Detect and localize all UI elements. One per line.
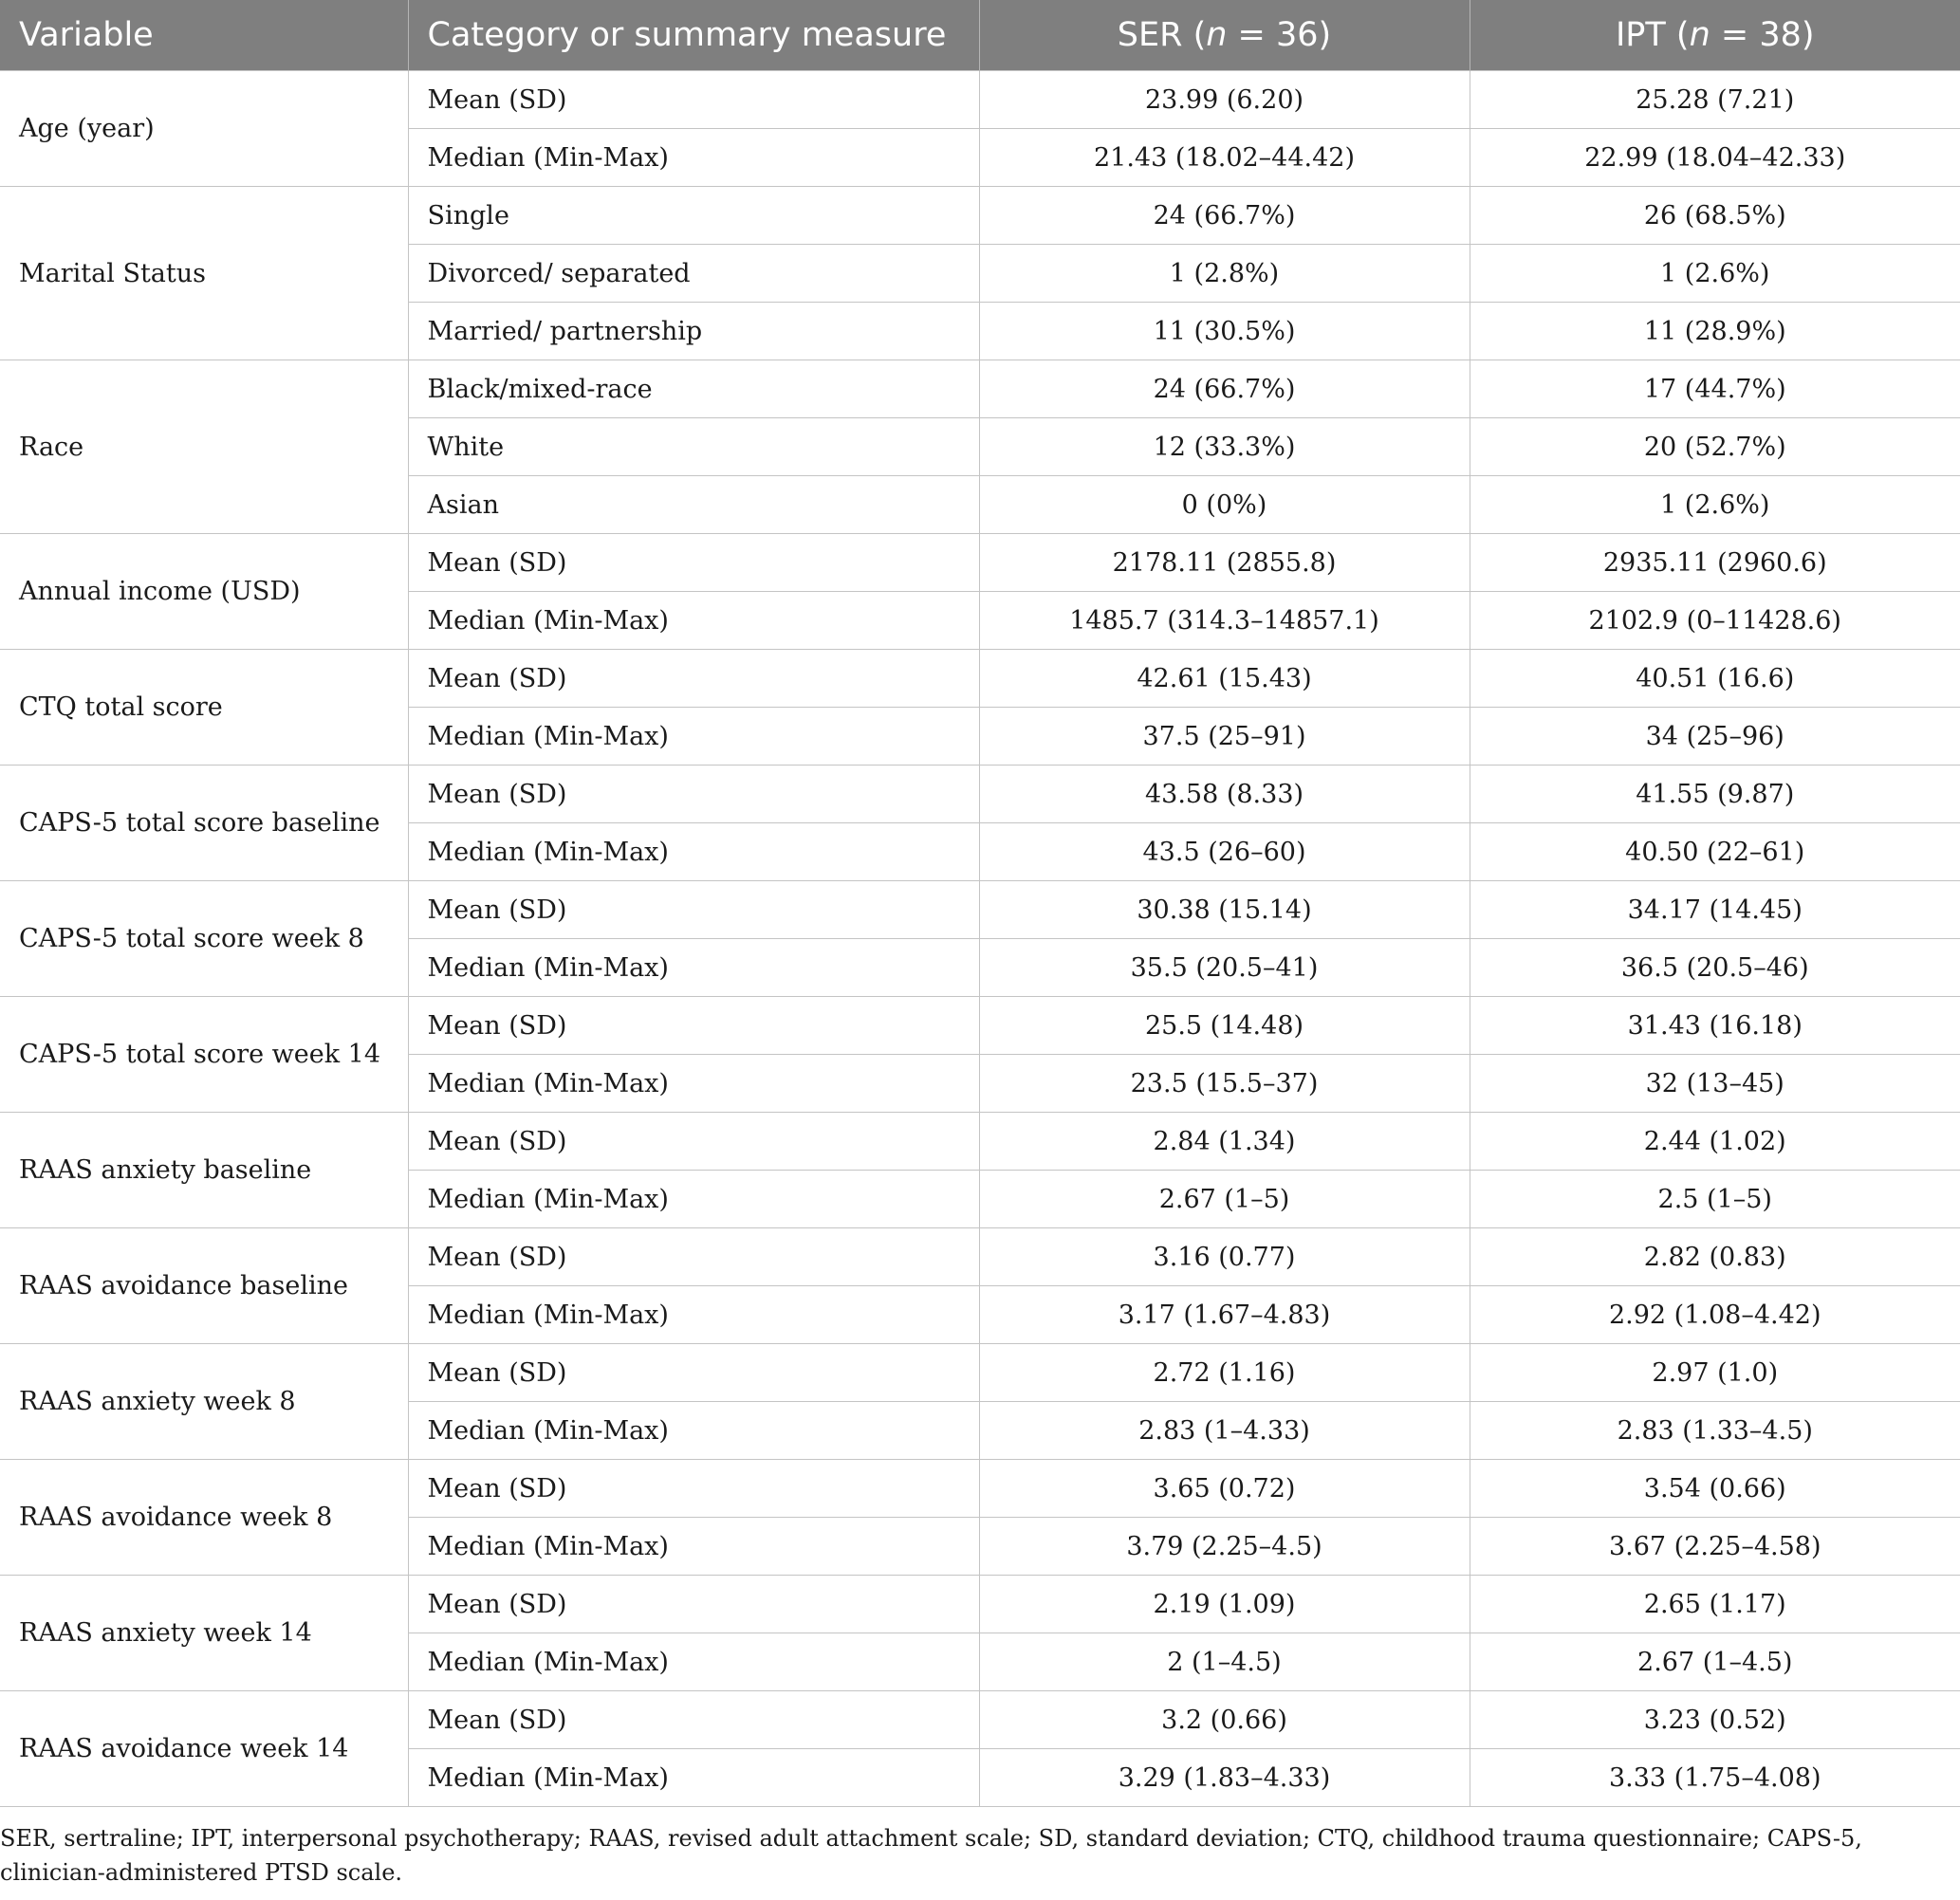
ser-value-cell: 2 (1–4.5)	[979, 1633, 1470, 1691]
ser-value-cell: 2.72 (1.16)	[979, 1344, 1470, 1402]
ser-value-cell: 1485.7 (314.3–14857.1)	[979, 592, 1470, 650]
measure-cell: Mean (SD)	[408, 1344, 979, 1402]
header-variable: Variable	[0, 0, 408, 71]
variable-cell: RAAS avoidance baseline	[0, 1228, 408, 1344]
variable-cell: RAAS avoidance week 14	[0, 1691, 408, 1807]
ser-value-cell: 12 (33.3%)	[979, 418, 1470, 476]
ser-value-cell: 3.2 (0.66)	[979, 1691, 1470, 1749]
header-category: Category or summary measure	[408, 0, 979, 71]
header-ipt: IPT (n = 38)	[1470, 0, 1960, 71]
ipt-value-cell: 34.17 (14.45)	[1470, 881, 1960, 939]
measure-cell: Asian	[408, 476, 979, 534]
ipt-value-cell: 34 (25–96)	[1470, 708, 1960, 766]
measure-cell: Mean (SD)	[408, 997, 979, 1055]
ser-value-cell: 23.5 (15.5–37)	[979, 1055, 1470, 1113]
measure-cell: Median (Min-Max)	[408, 823, 979, 881]
ipt-value-cell: 20 (52.7%)	[1470, 418, 1960, 476]
table-row	[0, 997, 1960, 1055]
ser-value-cell: 2178.11 (2855.8)	[979, 534, 1470, 592]
table-row	[0, 1576, 1960, 1633]
ser-value-cell: 35.5 (20.5–41)	[979, 939, 1470, 997]
table-row	[0, 71, 1960, 129]
measure-cell: Median (Min-Max)	[408, 1171, 979, 1228]
table-row	[0, 1460, 1960, 1518]
ser-value-cell: 43.5 (26–60)	[979, 823, 1470, 881]
ipt-value-cell: 22.99 (18.04–42.33)	[1470, 129, 1960, 187]
ipt-value-cell: 3.23 (0.52)	[1470, 1691, 1960, 1749]
ser-value-cell: 30.38 (15.14)	[979, 881, 1470, 939]
variable-cell: RAAS avoidance week 8	[0, 1460, 408, 1576]
ipt-value-cell: 2.5 (1–5)	[1470, 1171, 1960, 1228]
table-footnote: SER, sertraline; IPT, interpersonal psychotherapy; RAAS, revised adult attachment scale; SD, standard deviation; CTQ, childhood trauma questionnaire; CAPS-5, clinician-administered PTSD scale.	[0, 1825, 1862, 1886]
measure-cell: Divorced/ separated	[408, 245, 979, 303]
ipt-value-cell: 2.82 (0.83)	[1470, 1228, 1960, 1286]
measure-cell: Median (Min-Max)	[408, 1633, 979, 1691]
measure-cell: Single	[408, 187, 979, 245]
measure-cell: Median (Min-Max)	[408, 1518, 979, 1576]
variable-cell: Marital Status	[0, 187, 408, 360]
ser-value-cell: 25.5 (14.48)	[979, 997, 1470, 1055]
measure-cell: Median (Min-Max)	[408, 129, 979, 187]
table-row	[0, 1344, 1960, 1402]
ipt-value-cell: 3.54 (0.66)	[1470, 1460, 1960, 1518]
ser-value-cell: 42.61 (15.43)	[979, 650, 1470, 708]
ipt-value-cell: 32 (13–45)	[1470, 1055, 1960, 1113]
measure-cell: Mean (SD)	[408, 766, 979, 823]
table-row	[0, 650, 1960, 708]
ser-value-cell: 2.84 (1.34)	[979, 1113, 1470, 1171]
ser-value-cell: 3.79 (2.25–4.5)	[979, 1518, 1470, 1576]
ipt-value-cell: 26 (68.5%)	[1470, 187, 1960, 245]
header-ser: SER (n = 36)	[979, 0, 1470, 71]
ipt-value-cell: 3.33 (1.75–4.08)	[1470, 1749, 1960, 1807]
table-row	[0, 881, 1960, 939]
measure-cell: Median (Min-Max)	[408, 592, 979, 650]
measure-cell: Mean (SD)	[408, 650, 979, 708]
measure-cell: Mean (SD)	[408, 1460, 979, 1518]
table-row	[0, 766, 1960, 823]
variable-cell: RAAS anxiety week 8	[0, 1344, 408, 1460]
variable-cell: CAPS-5 total score baseline	[0, 766, 408, 881]
measure-cell: Median (Min-Max)	[408, 708, 979, 766]
ipt-value-cell: 2.97 (1.0)	[1470, 1344, 1960, 1402]
ipt-value-cell: 2.92 (1.08–4.42)	[1470, 1286, 1960, 1344]
table-row	[0, 534, 1960, 592]
ser-value-cell: 3.16 (0.77)	[979, 1228, 1470, 1286]
measure-cell: Black/mixed-race	[408, 360, 979, 418]
ser-value-cell: 0 (0%)	[979, 476, 1470, 534]
measure-cell: Mean (SD)	[408, 534, 979, 592]
variable-cell: CTQ total score	[0, 650, 408, 766]
measure-cell: Median (Min-Max)	[408, 1286, 979, 1344]
ser-value-cell: 24 (66.7%)	[979, 187, 1470, 245]
variable-cell: CAPS-5 total score week 8	[0, 881, 408, 997]
ser-value-cell: 3.65 (0.72)	[979, 1460, 1470, 1518]
measure-cell: Mean (SD)	[408, 1576, 979, 1633]
measure-cell: Mean (SD)	[408, 1113, 979, 1171]
ser-value-cell: 11 (30.5%)	[979, 303, 1470, 360]
ser-value-cell: 24 (66.7%)	[979, 360, 1470, 418]
measure-cell: Mean (SD)	[408, 881, 979, 939]
ipt-value-cell: 17 (44.7%)	[1470, 360, 1960, 418]
measure-cell: Mean (SD)	[408, 1691, 979, 1749]
table-row	[0, 360, 1960, 418]
ipt-value-cell: 2.65 (1.17)	[1470, 1576, 1960, 1633]
variable-cell: Race	[0, 360, 408, 534]
ser-value-cell: 3.17 (1.67–4.83)	[979, 1286, 1470, 1344]
ipt-value-cell: 11 (28.9%)	[1470, 303, 1960, 360]
table-header	[0, 0, 1960, 71]
measure-cell: Median (Min-Max)	[408, 939, 979, 997]
measure-cell: Married/ partnership	[408, 303, 979, 360]
measure-cell: Median (Min-Max)	[408, 1055, 979, 1113]
ipt-value-cell: 1 (2.6%)	[1470, 245, 1960, 303]
ser-value-cell: 43.58 (8.33)	[979, 766, 1470, 823]
measure-cell: Mean (SD)	[408, 71, 979, 129]
ipt-value-cell: 31.43 (16.18)	[1470, 997, 1960, 1055]
ser-value-cell: 2.19 (1.09)	[979, 1576, 1470, 1633]
ipt-value-cell: 2935.11 (2960.6)	[1470, 534, 1960, 592]
ipt-value-cell: 2102.9 (0–11428.6)	[1470, 592, 1960, 650]
ser-value-cell: 2.83 (1–4.33)	[979, 1402, 1470, 1460]
variable-cell: RAAS anxiety baseline	[0, 1113, 408, 1228]
ipt-value-cell: 40.50 (22–61)	[1470, 823, 1960, 881]
ipt-value-cell: 3.67 (2.25–4.58)	[1470, 1518, 1960, 1576]
ipt-value-cell: 36.5 (20.5–46)	[1470, 939, 1960, 997]
table-row	[0, 1691, 1960, 1749]
measure-cell: Mean (SD)	[408, 1228, 979, 1286]
measure-cell: Median (Min-Max)	[408, 1749, 979, 1807]
ipt-value-cell: 25.28 (7.21)	[1470, 71, 1960, 129]
measure-cell: White	[408, 418, 979, 476]
ser-value-cell: 2.67 (1–5)	[979, 1171, 1470, 1228]
table-row	[0, 1113, 1960, 1171]
ipt-value-cell: 40.51 (16.6)	[1470, 650, 1960, 708]
table-row	[0, 1228, 1960, 1286]
ipt-value-cell: 2.83 (1.33–4.5)	[1470, 1402, 1960, 1460]
ser-value-cell: 1 (2.8%)	[979, 245, 1470, 303]
ser-value-cell: 21.43 (18.02–44.42)	[979, 129, 1470, 187]
ser-value-cell: 37.5 (25–91)	[979, 708, 1470, 766]
ipt-value-cell: 2.67 (1–4.5)	[1470, 1633, 1960, 1691]
ipt-value-cell: 41.55 (9.87)	[1470, 766, 1960, 823]
ser-value-cell: 23.99 (6.20)	[979, 71, 1470, 129]
measure-cell: Median (Min-Max)	[408, 1402, 979, 1460]
variable-cell: Annual income (USD)	[0, 534, 408, 650]
table-body	[0, 71, 1960, 1807]
variable-cell: RAAS anxiety week 14	[0, 1576, 408, 1691]
ipt-value-cell: 2.44 (1.02)	[1470, 1113, 1960, 1171]
table-row	[0, 187, 1960, 245]
variable-cell: CAPS-5 total score week 14	[0, 997, 408, 1113]
variable-cell: Age (year)	[0, 71, 408, 187]
ser-value-cell: 3.29 (1.83–4.33)	[979, 1749, 1470, 1807]
ipt-value-cell: 1 (2.6%)	[1470, 476, 1960, 534]
